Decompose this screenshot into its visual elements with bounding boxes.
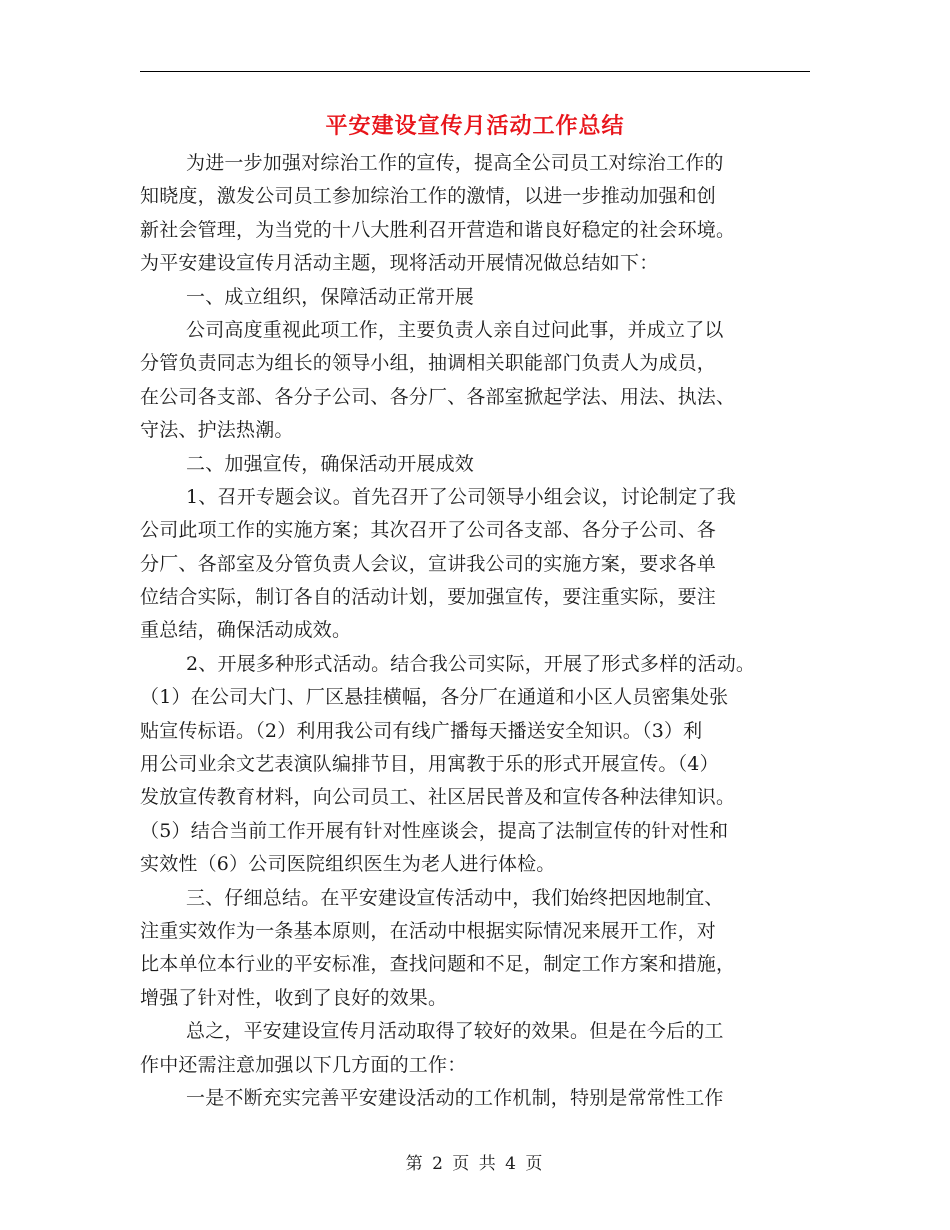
page-number: 第 2 页 共 4 页 (405, 1154, 545, 1174)
text-line: （1）在公司大门、厂区悬挂横幅，各分厂在通道和小区人员密集处张 (140, 686, 729, 709)
text-line: （5）结合当前工作开展有针对性座谈会，提高了法制宣传的针对性和 (140, 819, 729, 842)
text-line: 贴宣传标语。（2）利用我公司有线广播每天播送安全知识。（3）利 (140, 719, 703, 742)
text-line: 用公司业余文艺表演队编排节目，用寓教于乐的形式开展宣传。（4） (140, 753, 719, 776)
text-line: 分厂、各部室及分管负责人会议，宣讲我公司的实施方案，要求各单 (140, 552, 717, 575)
text-line: 位结合实际，制订各自的活动计划，要加强宣传，要注重实际，要注 (140, 586, 717, 609)
text-line: 总之，平安建设宣传月活动取得了较好的效果。但是在今后的工 (186, 1020, 724, 1043)
text-line: 新社会管理，为当党的十八大胜利召开营造和谐良好稳定的社会环境。 (140, 218, 736, 241)
section-heading: 二、加强宣传，确保活动开展成效 (186, 452, 475, 475)
text-line: 注重实效作为一条基本原则，在活动中根据实际情况来展开工作，对 (140, 919, 717, 942)
text-line: 知晓度，激发公司员工参加综治工作的激情，以进一步推动加强和创 (140, 185, 717, 208)
text-line: 作中还需注意加强以下几方面的工作： (140, 1053, 467, 1076)
text-line: 为平安建设宣传月活动主题，现将活动开展情况做总结如下： (140, 252, 659, 275)
document-title: 平安建设宣传月活动工作总结 (325, 114, 625, 139)
text-line: 增强了针对性，收到了良好的效果。 (140, 986, 448, 1009)
text-line: 1、召开专题会议。首先召开了公司领导小组会议，讨论制定了我 (186, 485, 736, 508)
text-line: 公司高度重视此项工作，主要负责人亲自过问此事，并成立了以 (186, 318, 724, 341)
text-line: 一是不断充实完善平安建设活动的工作机制，特别是常常性工作 (186, 1086, 724, 1109)
text-line: 重总结，确保活动成效。 (140, 619, 352, 642)
section-heading: 一、成立组织，保障活动正常开展 (186, 285, 475, 308)
text-line: 公司此项工作的实施方案；其次召开了公司各支部、各分子公司、各 (140, 519, 717, 542)
document-body (140, 147, 812, 1115)
text-line: 分管负责同志为组长的领导小组，抽调相关职能部门负责人为成员， (140, 352, 717, 375)
text-line: 在公司各支部、各分子公司、各分厂、各部室掀起学法、用法、执法、 (140, 385, 736, 408)
text-line: 发放宣传教育材料，向公司员工、社区居民普及和宣传各种法律知识。 (140, 786, 736, 809)
header-rule (140, 71, 810, 72)
text-line: 2、开展多种形式活动。结合我公司实际，开展了形式多样的活动。 (186, 652, 756, 675)
text-line: 实效性（6）公司医院组织医生为老人进行体检。 (140, 853, 556, 876)
text-line: 为进一步加强对综治工作的宣传，提高全公司员工对综治工作的 (186, 152, 724, 174)
text-line: 守法、护法热潮。 (140, 419, 294, 442)
text-line: 比本单位本行业的平安标准，查找问题和不足，制定工作方案和措施， (140, 953, 736, 976)
section-heading: 三、仔细总结。在平安建设宣传活动中，我们始终把因地制宜、 (186, 886, 724, 909)
